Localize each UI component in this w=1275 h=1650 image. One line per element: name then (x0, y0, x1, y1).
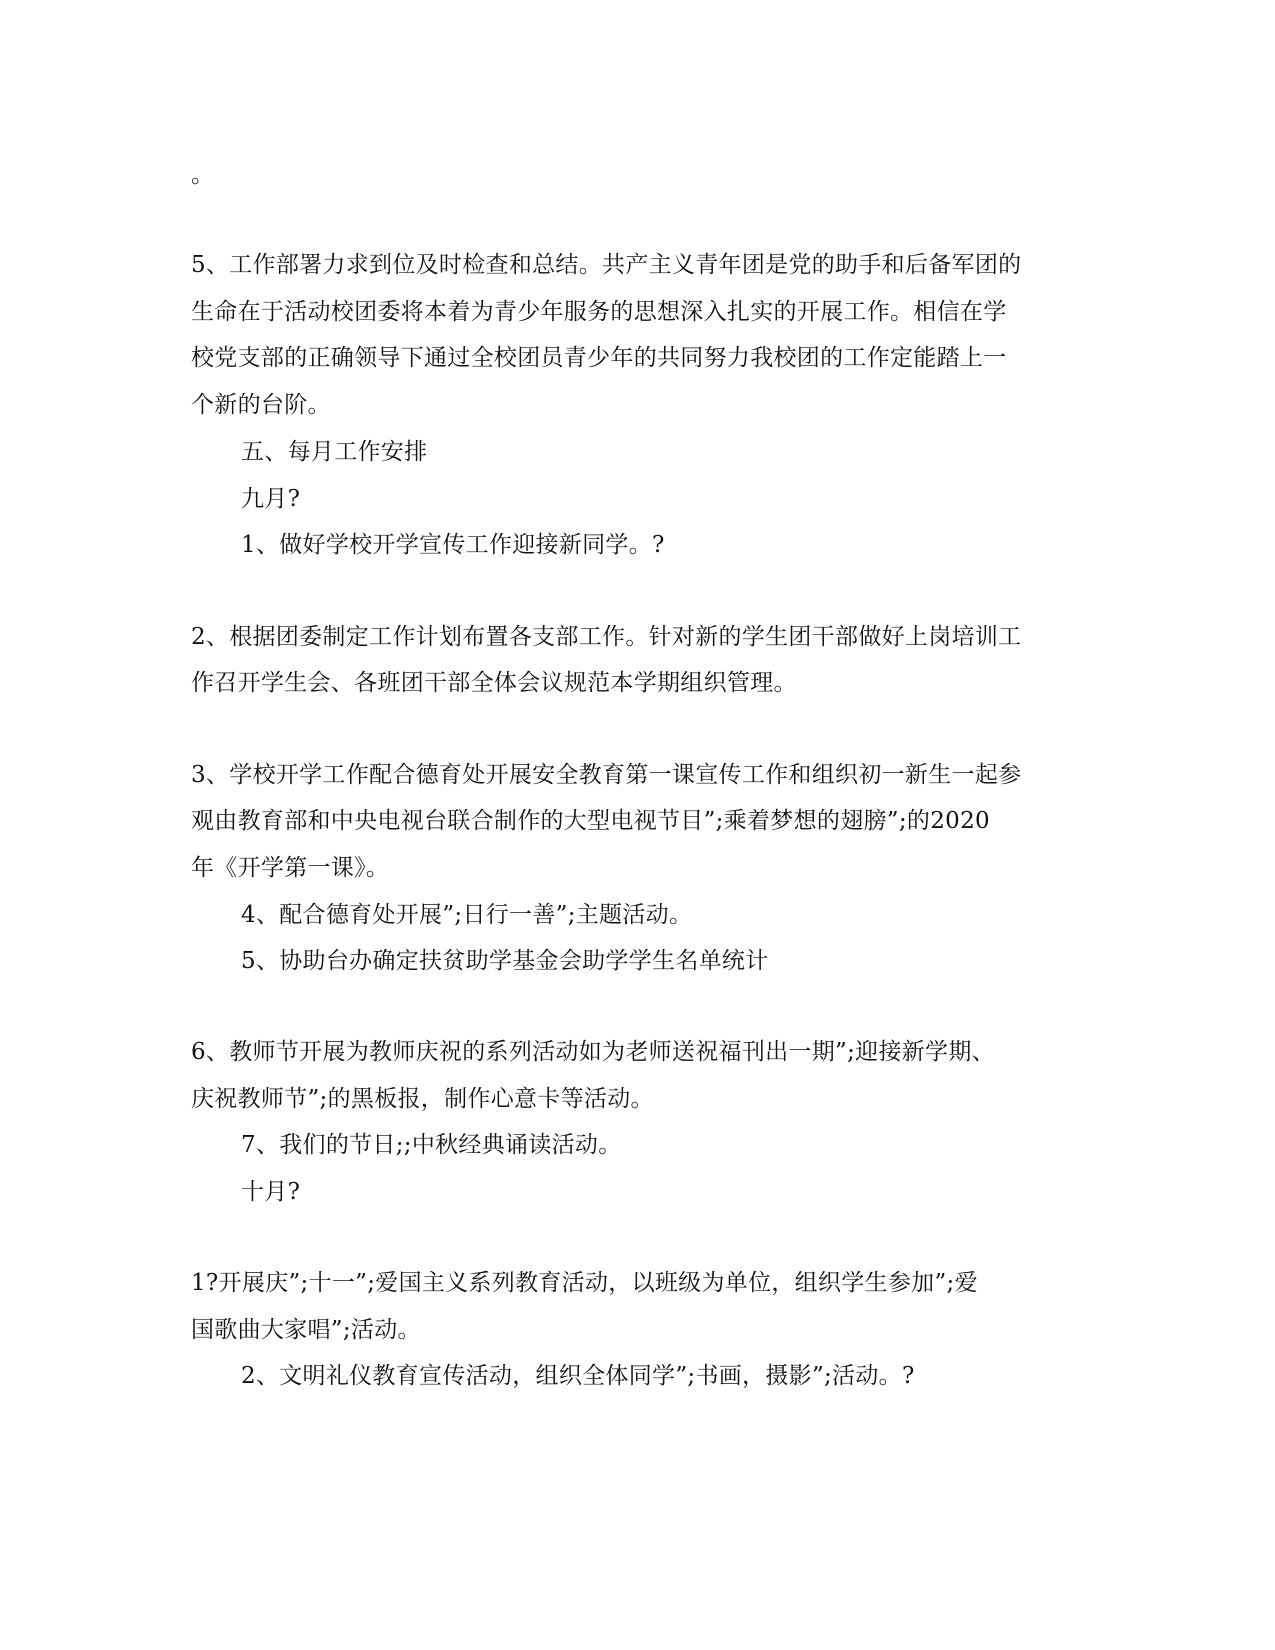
text-line: 1、做好学校开学宣传工作迎接新同学。? (241, 532, 665, 558)
month-heading: 九月? (241, 486, 301, 512)
text-line: 国歌曲大家唱”;活动。 (191, 1317, 421, 1343)
text-line: 作召开学生会、各班团干部全体会议规范本学期组织管理。 (191, 670, 797, 696)
text-line: 2、文明礼仪教育宣传活动，组织全体同学”;书画，摄影”;活动。? (241, 1363, 915, 1389)
text-line: 个新的台阶。 (191, 392, 331, 418)
text-line: 1?开展庆”;十一”;爱国主义系列教育活动，以班级为单位，组织学生参加”;爱 (191, 1270, 978, 1296)
text-line: 6、教师节开展为教师庆祝的系列活动如为老师送祝福刊出一期”;迎接新学期、 (191, 1039, 995, 1065)
text-line: 5、工作部署力求到位及时检查和总结。共产主义青年团是党的助手和后备军团的 (191, 252, 1022, 278)
text-line: 2、根据团委制定工作计划布置各支部工作。针对新的学生团干部做好上岗培训工 (191, 624, 1022, 650)
text-line: 。 (191, 162, 215, 188)
text-line: 3、学校开学工作配合德育处开展安全教育第一课宣传工作和组织初一新生一起参 (191, 762, 1022, 788)
text-line: 年《开学第一课》。 (191, 855, 390, 881)
text-line: 4、配合德育处开展”;日行一善”;主题活动。 (241, 902, 693, 928)
text-line: 观由教育部和中央电视台联合制作的大型电视节目”;乘着梦想的翅膀”;的2020 (191, 808, 990, 834)
text-line: 庆祝教师节”;的黑板报，制作心意卡等活动。 (191, 1086, 654, 1112)
text-line: 生命在于活动校团委将本着为青少年服务的思想深入扎实的开展工作。相信在学 (191, 299, 1007, 325)
text-line: 校党支部的正确领导下通过全校团员青少年的共同努力我校团的工作定能踏上一 (191, 345, 1007, 371)
section-heading: 五、每月工作安排 (241, 439, 428, 465)
text-line: 7、我们的节日;;中秋经典诵读活动。 (241, 1132, 622, 1158)
month-heading: 十月? (241, 1179, 301, 1205)
text-line: 5、协助台办确定扶贫助学基金会助学学生名单统计 (241, 948, 769, 974)
